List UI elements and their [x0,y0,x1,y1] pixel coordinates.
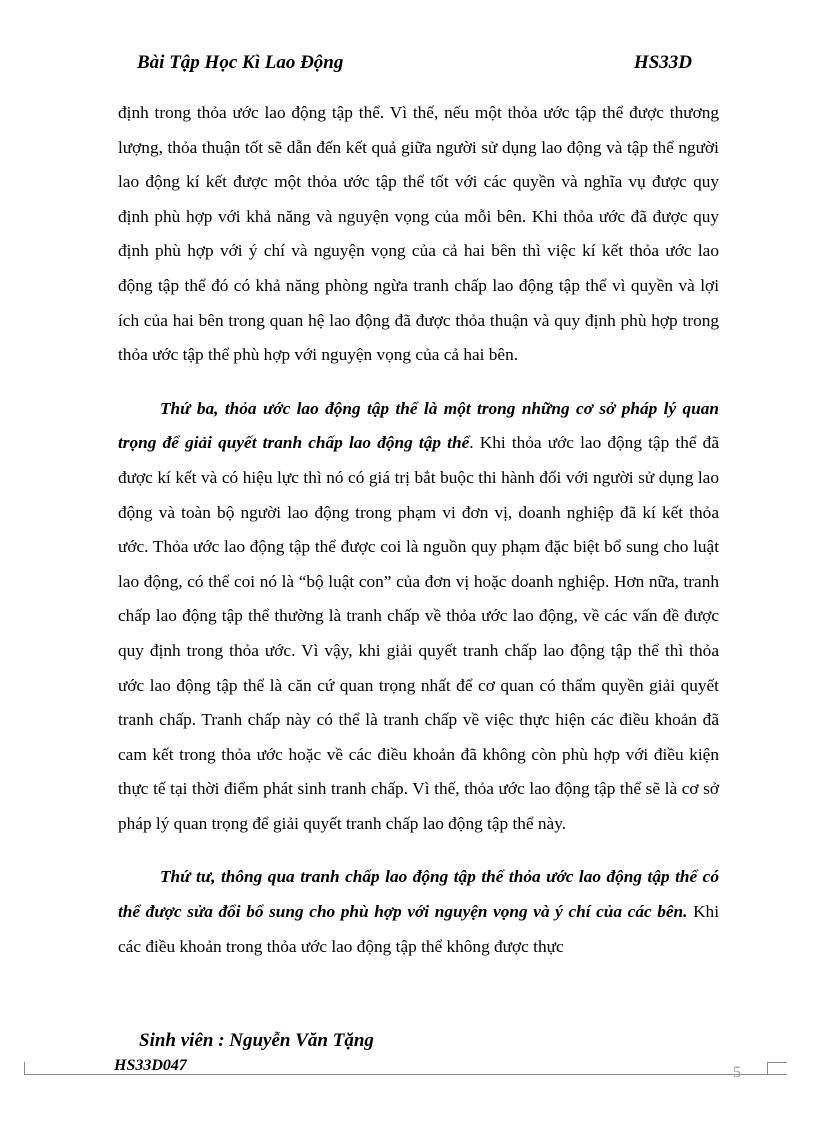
footer-corner-right [767,1062,768,1074]
paragraph-1 [118,96,719,373]
page-header [137,52,692,78]
document-body [118,96,719,964]
paragraph-3-emphasis: Thứ tư, thông qua tranh chấp lao động tập thể thỏa ước lao động tập thể có thể được sửa đổi bổ sung cho phù hợp với nguyện vọng và ý chí của các bên. [118,867,719,922]
paragraph-2-emphasis: Thứ ba, thỏa ước lao động tập thể là một trong những cơ sở pháp lý quan trọng để giải quyết tranh chấp lao động tập thể [118,398,719,453]
paragraph-2 [118,392,719,842]
header-code: HS33D [633,52,692,73]
paragraph-2-text: . Khi thỏa ước lao động tập thể đã được kí kết và có hiệu lực thì nó có giá trị bắt buộc thi hành đối với người sử dụng lao động và toàn bộ người lao động trong phạm vi đơn vị, doanh nghiệp đã kí kết thỏa ước. Thỏa ước lao động tập thể được coi là nguồn quy phạm đặc biệt bổ sung cho luật lao động, có thể coi nó là “bộ luật con” của đơn vị hoặc doanh nghiệp. Hơn nữa, tranh chấp lao động tập thể thường là tranh chấp về thỏa ước lao động, về các vấn đề được quy định trong thỏa ước. Vì vậy, khi giải quyết tranh chấp lao động tập thể thì thỏa ước lao động tập thể là căn cứ quan trọng nhất để cơ quan có thẩm quyền giải quyết tranh chấp. Tranh chấp này có thể là tranh chấp về việc thực hiện các điều khoản đã cam kết trong thỏa ước hoặc về các điều khoản đã không còn phù hợp với điều kiện thực tế tại thời điểm phát sinh tranh chấp. Vì thế, thỏa ước lao động tập thể sẽ là cơ sở pháp lý quan trọng để giải quyết tranh chấp lao động tập thể này. [118,433,719,833]
page-number: 5 [733,1064,741,1081]
footer-corner-left [24,1062,25,1074]
footer-student-id: HS33D047 [114,1057,187,1074]
paragraph-3-text: Khi các điều khoản trong thỏa ước lao động tập thể không được thực [118,902,720,956]
paragraph-3 [118,860,719,964]
header-title: Bài Tập Học Kì Lao Động [137,52,344,73]
footer-divider [24,1074,787,1075]
footer-corner-right-top [767,1062,787,1063]
paragraph-1-text: định trong thỏa ước lao động tập thể. Vì thế, nếu một thỏa ước tập thể được thương lượng, thỏa thuận tốt sẽ dẫn đến kết quả giữa người sử dụng lao động và tập thể người lao động kí kết được một thỏa ước tập thể tốt với các quyền và nghĩa vụ được quy định phù hợp với khả năng và nguyện vọng của mỗi bên. Khi thỏa ước đã được quy định phù hợp với ý chí và nguyện vọng của cả hai bên thì việc kí kết thỏa ước lao động tập thể đó có khả năng phòng ngừa tranh chấp lao động tập thể vì quyền và lợi ích của hai bên trong quan hệ lao động đã được thỏa thuận và quy định phù hợp trong thỏa ước tập thể phù hợp với nguyện vọng của cả hai bên. [118,103,719,365]
footer-student-name: Sinh viên : Nguyễn Văn Tặng [139,1030,374,1051]
